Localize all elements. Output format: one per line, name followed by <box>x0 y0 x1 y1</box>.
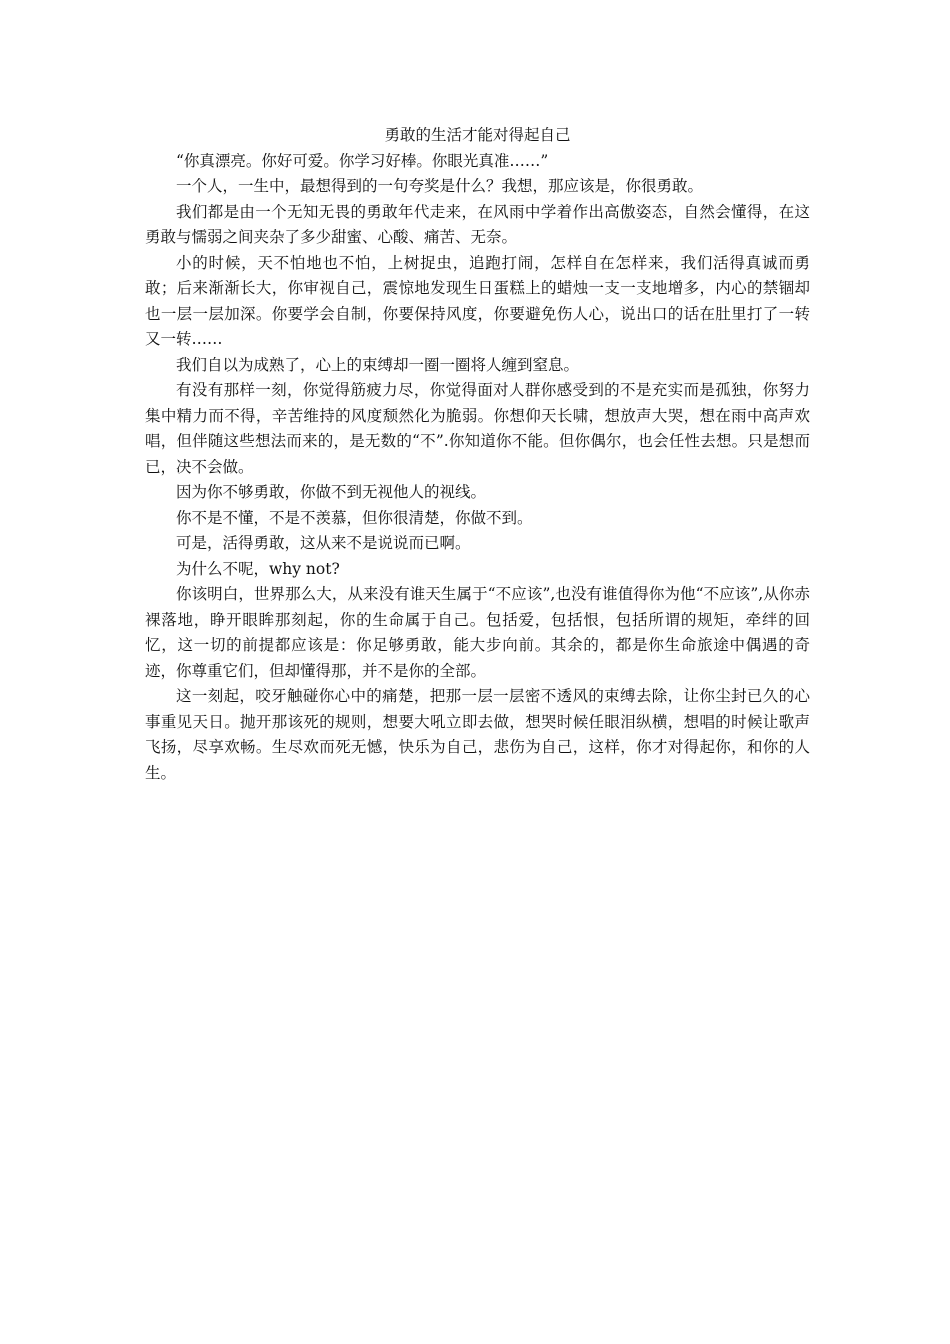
paragraph: 可是，活得勇敢，这从来不是说说而已啊。 <box>176 534 471 552</box>
paragraph: 我们都是由一个无知无畏的勇敢年代走来，在风雨中学着作出高傲姿态，自然会懂得，在这勇敢与懦弱之间夹杂了多少甜蜜、心酸、痛苦、无奈。 <box>145 202 810 246</box>
paragraph: 有没有那样一刻，你觉得筋疲力尽，你觉得面对人群你感受到的不是充实而是孤独，你努力集中精力而不得，辛苦维持的风度颓然化为脆弱。你想仰天长啸，想放声大哭，想在雨中高声欢唱，但伴随这些想法而来的，是无数的“不”.你知道你不能。但你偶尔，也会任性去想。只是想而已，决不会做。 <box>145 381 810 476</box>
document-title: 勇敢的生活才能对得起自己 <box>384 126 571 144</box>
paragraph: 你不是不懂，不是不羡慕，但你很清楚，你做不到。 <box>176 508 533 527</box>
paragraph: 你该明白，世界那么大，从来没有谁天生属于“不应该”,也没有谁值得你为他“不应该”,从你赤裸落地，睁开眼眸那刻起，你的生命属于自己。包括爱，包括恨，包括所谓的规矩，牵绊的回忆，这一切的前提都应该是：你足够勇敢，能大步向前。其余的，都是你生命旅途中偶遇的奇迹，你尊重它们，但却懂得那，并不是你的全部。 <box>145 585 810 680</box>
paragraph: 我们自以为成熟了，心上的束缚却一圈一圈将人缠到窒息。 <box>176 355 580 374</box>
document-body <box>145 123 810 786</box>
paragraph: 为什么不呢，why not? <box>176 559 340 578</box>
paragraph: “你真漂亮。你好可爱。你学习好棒。你眼光真准……” <box>176 151 549 170</box>
paragraph: 小的时候，天不怕地也不怕，上树捉虫，追跑打闹，怎样自在怎样来，我们活得真诚而勇敢；后来渐渐长大，你审视自己，震惊地发现生日蛋糕上的蜡烛一支一支地增多，内心的禁锢却也一层一层加深。你要学会自制，你要保持风度，你要避免伤人心，说出口的话在肚里打了一转又一转…… <box>145 253 810 348</box>
paragraph: 这一刻起，咬牙触碰你心中的痛楚，把那一层一层密不透风的束缚去除，让你尘封已久的心事重见天日。抛开那该死的规则，想要大吼立即去做，想哭时候任眼泪纵横，想唱的时候让歌声飞扬，尽享欢畅。生尽欢而死无憾，快乐为自己，悲伤为自己，这样，你才对得起你，和你的人生。 <box>145 687 810 782</box>
paragraph: 一个人，一生中，最想得到的一句夸奖是什么？我想，那应该是，你很勇敢。 <box>176 177 704 195</box>
paragraph: 因为你不够勇敢，你做不到无视他人的视线。 <box>176 483 487 501</box>
